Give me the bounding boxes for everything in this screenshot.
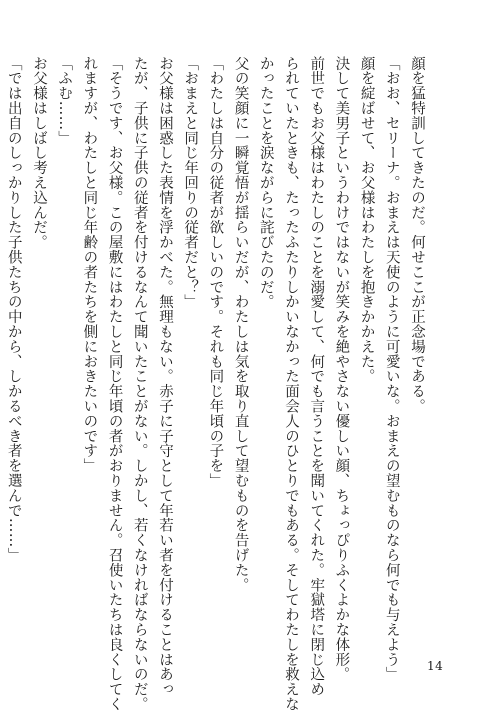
text-line: 「おお、セリーナ。おまえは天使のように可愛いな。おまえの望むものなら何でも与えよう」 [383, 56, 400, 682]
text-line: たが、子供に子供の従者を付けるなんて聞いたことがない。しかし、若くなければならないのだ。 [131, 56, 148, 712]
page-number: 14 [427, 659, 444, 673]
text-line: られていたときも、たったふたりしかいなかった面会人のひとりでもある。そしてわたしを救えな [282, 56, 299, 712]
text-line: 前世でもお父様はわたしのことを溺愛して、何でも言うことを聞いてくれた。牢獄塔に閉じ込め [308, 56, 325, 697]
text-line: 父の笑顔に一瞬覚悟が揺らいだが、わたしは気を取り直して望むものを告げた。 [232, 56, 249, 593]
text-line: かったことを涙ながらに詫びたのだ。 [257, 56, 274, 310]
text-line: 顔を猛特訓してきたのだ。何せここが正念場である。 [409, 56, 425, 414]
text-line: 顔を綻ばせて、お父様はわたしを抱きかかえた。 [358, 56, 375, 384]
text-line: 「では出自のしっかりした子供たちの中から、しかるべき者を選んで……」 [5, 56, 22, 563]
text-line: 決して美男子というわけではないが笑みを絶やさない優しい顔、ちょっぴりふくよかな体形。 [333, 56, 350, 682]
text-line: 「ふむ……」 [56, 56, 73, 146]
text-line: 「おまえと同じ年回りの従者だと？」 [182, 56, 199, 310]
text-line [0, 56, 1, 601]
body-text [0, 56, 429, 712]
text-line: 「わたしは自分の従者が欲しいのです。それも同じ年頃の子を」 [207, 56, 224, 489]
text-line: お父様は困惑した表情を浮かべた。無理もない。赤子に子守として年若い者を付けることはあっ [156, 56, 173, 697]
text-line: れますが、わたしと同じ年齢の者たちを側におきたいのです」 [81, 56, 98, 474]
text-line: お父様はしばし考え込んだ。 [30, 56, 47, 250]
text-line: 「そうです、お父様。この屋敷にはわたしと同じ年頃の者がおりません。召使いたちは良くしてく [106, 56, 123, 712]
